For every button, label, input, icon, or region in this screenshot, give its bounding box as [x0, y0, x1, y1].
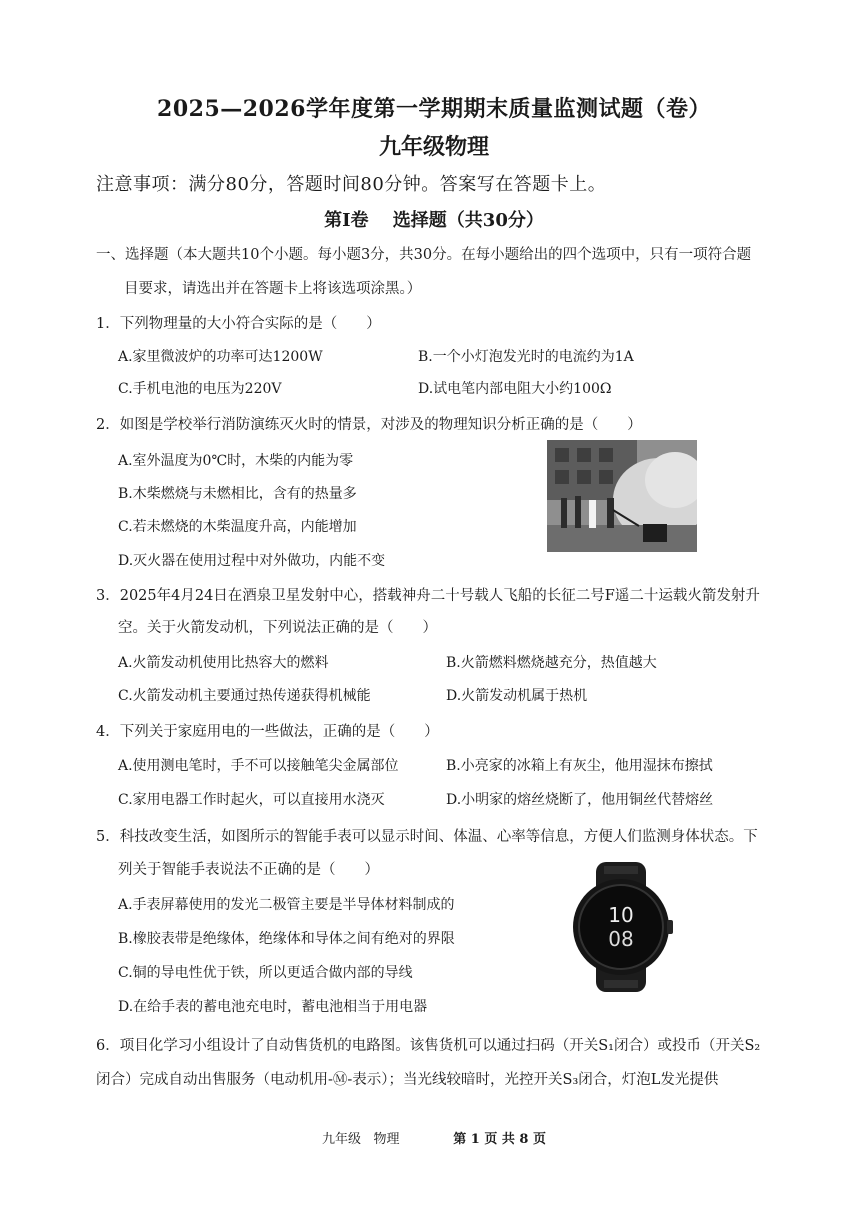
- smartwatch-image: [566, 862, 676, 992]
- question-2-option-d: D.灭火器在使用过程中对外做功，内能不变: [118, 553, 386, 569]
- question-5-option-b: B.橡胶表带是绝缘体，绝缘体和导体之间有绝对的界限: [118, 931, 455, 947]
- question-5-stem-line-2: 列关于智能手表说法不正确的是（ ）: [118, 862, 379, 878]
- footer-subject: 物理: [373, 1132, 400, 1147]
- question-3-stem-line-1: 3．2025年4月24日在酒泉卫星发射中心，搭载神舟二十号载人飞船的长征二号F遥二十运载火箭发射升: [96, 588, 760, 604]
- question-3-option-b: B.火箭燃料燃烧越充分，热值越大: [446, 655, 657, 671]
- question-6-stem-line-1: 6．项目化学习小组设计了自动售货机的电路图。该售货机可以通过扫码（开关S₁闭合）或投币（开关S₂: [96, 1038, 761, 1054]
- question-4-option-a: A.使用测电笔时，手不可以接触笔尖金属部位: [118, 758, 399, 774]
- question-4-option-d: D.小明家的熔丝烧断了，他用铜丝代替熔丝: [446, 792, 714, 808]
- question-6-stem-line-2: 闭合）完成自动出售服务（电动机用-Ⓜ-表示）；当光线较暗时，光控开关S₃闭合，灯泡L发光提供: [96, 1072, 719, 1088]
- question-5-option-c: C.铜的导电性优于铁，所以更适合做内部的导线: [118, 965, 413, 981]
- instructions-line-1: 一、选择题（本大题共10个小题。每小题3分，共30分。在每小题给出的四个选项中，只有一项符合题: [96, 247, 752, 263]
- exam-title: 2025—2026学年度第一学期期末质量监测试题（卷）: [157, 96, 711, 122]
- question-5-option-d: D.在给手表的蓄电池充电时，蓄电池相当于用电器: [118, 999, 428, 1015]
- exam-notice: 注意事项：满分80分，答题时间80分钟。答案写在答题卡上。: [96, 174, 607, 195]
- question-3-stem-line-2: 空。关于火箭发动机，下列说法正确的是（ ）: [118, 620, 437, 636]
- question-2-option-a: A.室外温度为0℃时，木柴的内能为零: [118, 453, 354, 469]
- question-4-option-b: B.小亮家的冰箱上有灰尘，他用湿抹布擦拭: [446, 758, 713, 774]
- watch-hour: 10: [608, 903, 634, 927]
- question-5-stem-line-1: 5．科技改变生活，如图所示的智能手表可以显示时间、体温、心率等信息，方便人们监测身体状态。下: [96, 829, 758, 845]
- question-3-option-a: A.火箭发动机使用比热容大的燃料: [118, 655, 329, 671]
- question-2-option-c: C.若未燃烧的木柴温度升高，内能增加: [118, 519, 357, 535]
- question-1-option-a: A.家里微波炉的功率可达1200W: [118, 349, 323, 365]
- question-2-option-b: B.木柴燃烧与未燃相比，含有的热量多: [118, 486, 357, 502]
- question-1-option-c: C.手机电池的电压为220V: [118, 381, 282, 397]
- watch-minute: 08: [608, 927, 634, 951]
- question-1-option-b: B.一个小灯泡发光时的电流约为1A: [418, 349, 634, 365]
- fire-drill-photo: [547, 440, 697, 552]
- question-3-option-c: C.火箭发动机主要通过热传递获得机械能: [118, 688, 371, 704]
- question-3-option-d: D.火箭发动机属于热机: [446, 688, 588, 704]
- instructions-line-2: 目要求，请选出并在答题卡上将该选项涂黑。）: [124, 281, 422, 297]
- question-4-stem: 4．下列关于家庭用电的一些做法，正确的是（ ）: [96, 724, 439, 740]
- question-2-stem: 2．如图是学校举行消防演练灭火时的情景，对涉及的物理知识分析正确的是（ ）: [96, 417, 642, 433]
- page-footer: [0, 1128, 868, 1147]
- question-4-option-c: C.家用电器工作时起火，可以直接用水浇灭: [118, 792, 385, 808]
- footer-grade: 九年级: [322, 1132, 362, 1147]
- question-5-option-a: A.手表屏幕使用的发光二极管主要是半导体材料制成的: [118, 897, 455, 913]
- footer-page-number: 第 1 页 共 8 页: [453, 1132, 546, 1147]
- question-1-stem: 1．下列物理量的大小符合实际的是（ ）: [96, 316, 381, 332]
- exam-subtitle: 九年级物理: [378, 134, 489, 160]
- question-1-option-d: D.试电笔内部电阻大小约100Ω: [418, 381, 612, 397]
- section-title: 第Ⅰ卷 选择题（共30分）: [324, 210, 544, 231]
